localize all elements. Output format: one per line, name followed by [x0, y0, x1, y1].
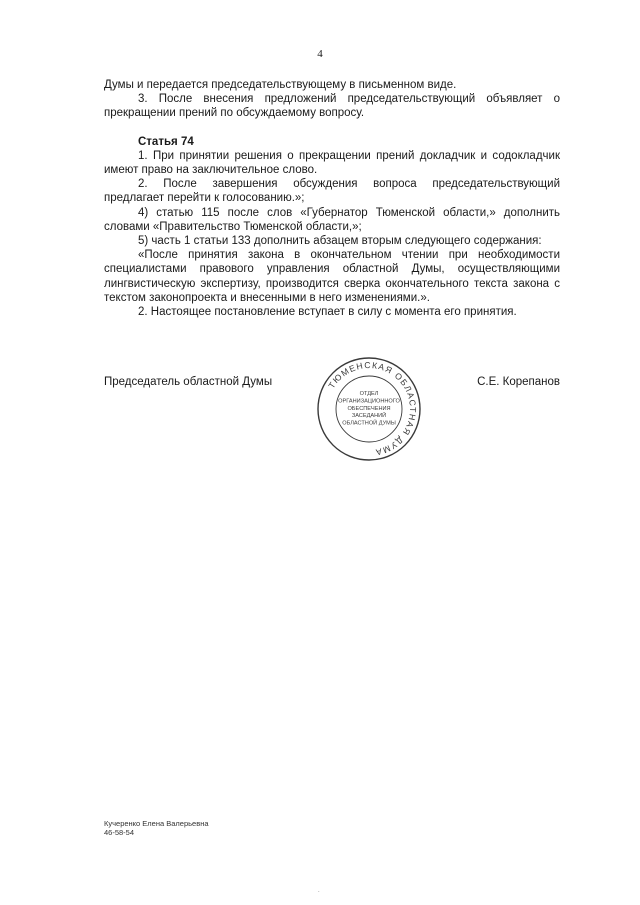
paragraph: 2. Настоящее постановление вступает в силу с момента его принятия. — [138, 306, 517, 319]
paragraph: 3. После внесения предложений председательствующий объявляет о прекращении прений по обсуждаемому вопросу. — [104, 93, 560, 120]
page-number: 4 — [317, 48, 323, 60]
section-heading: Статья 74 — [138, 135, 194, 148]
signatory-name: С.Е. Корепанов — [477, 376, 560, 388]
seal-center-line: ОБЕСПЕЧЕНИЯ — [347, 405, 391, 412]
seal-center-line: ОБЛАСТНОЙ ДУМЫ — [342, 420, 396, 427]
paragraph: Думы и передается председательствующему в письменном виде. — [104, 79, 457, 91]
paragraph: 5) часть 1 статьи 133 дополнить абзацем вторым следующего содержания: — [138, 235, 542, 248]
document-body — [104, 78, 560, 319]
signatory-position: Председатель областной Думы — [104, 376, 273, 388]
footer-author: Кучеренко Елена Валерьевна — [104, 819, 209, 828]
footer-phone: 46-58-54 — [104, 828, 135, 837]
seal-center-line: ЗАСЕДАНИЙ — [351, 413, 387, 420]
paragraph: 2. После завершения обсуждения вопроса председательствующий предлагает перейти к голосованию.»; — [104, 178, 560, 205]
official-seal — [315, 355, 423, 463]
seal-ring-text: ТЮМЕНСКАЯ ОБЛАСТНАЯ ДУМА — [326, 359, 419, 458]
seal-center-line: ОРГАНИЗАЦИОННОГО — [338, 398, 400, 405]
seal-center-line: ОТДЕЛ — [359, 391, 379, 397]
seal-center-text — [338, 391, 400, 427]
footer — [104, 819, 209, 837]
paragraph: «После принятия закона в окончательном чтении при необходимости специалистами правового управления областной Думы, осуществляющими лингвистическую экспертизу, производится сверка окончательного текста закона с текстом законопроекта и внесенными в него изменениями.». — [104, 249, 560, 304]
scan-dot: . — [318, 888, 320, 894]
paragraph: 1. При принятии решения о прекращении прений докладчик и содокладчик имеют право на заключительное слово. — [104, 149, 560, 177]
paragraph: 4) статью 115 после слов «Губернатор Тюменской области,» дополнить словами «Правительство Тюменской области,»; — [104, 206, 560, 233]
